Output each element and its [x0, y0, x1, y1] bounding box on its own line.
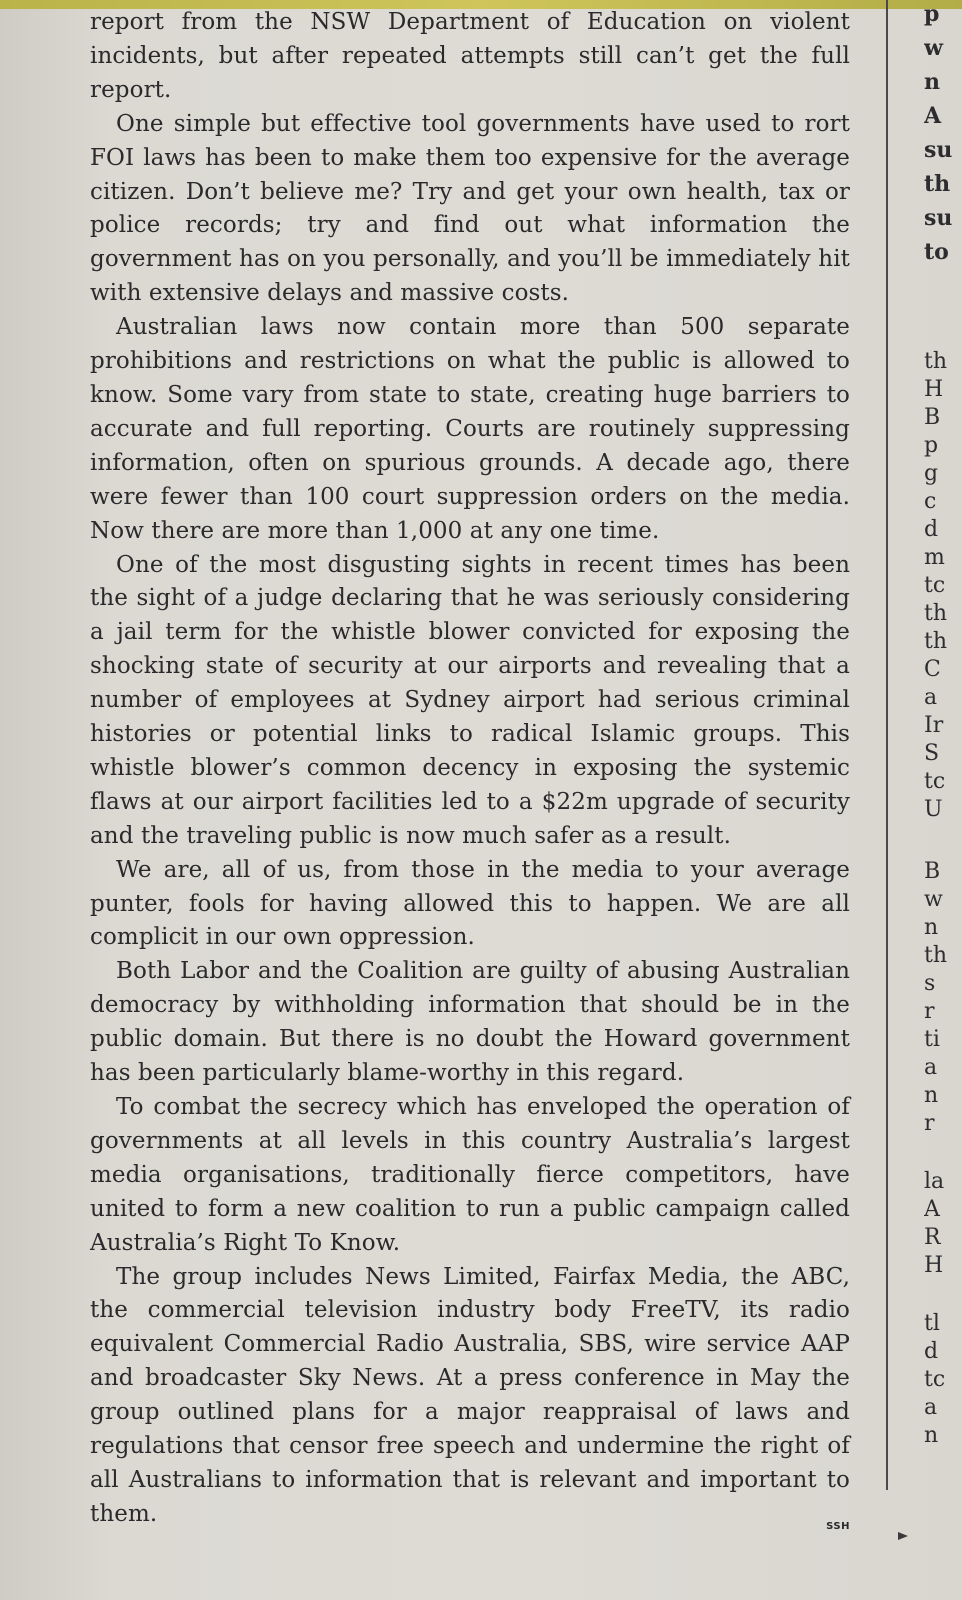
article-paragraph: To combat the secrecy which has enveloped the operation of governments at all levels in this country Australia’s largest media organisations, traditionally fierce competitors, have united to form a new coalition to run a public campaign called Australia’s Right To Know. — [90, 1094, 850, 1256]
right-column-fragment: th — [924, 171, 951, 197]
right-column-fragment: U — [924, 797, 943, 822]
right-column-fragment: B — [924, 405, 941, 430]
right-column-fragment: g — [924, 461, 939, 486]
right-column-fragment: m — [924, 545, 945, 570]
right-column-fragment: H — [924, 377, 944, 402]
arrow-pointer-icon — [898, 1532, 908, 1540]
right-column-fragment: a — [924, 685, 938, 710]
adjacent-column-fragments — [924, 0, 962, 1600]
article-paragraph: Australian laws now contain more than 500 separate prohibitions and restrictions on what the public is allowed to know. Some vary from state to state, creating huge barriers to accurate and full reporting. Courts are routinely suppressing information, often on spurious grounds. A decade ago, there were fewer than 100 court suppression orders on the media. Now there are more than 1,000 at any one time. — [90, 314, 850, 544]
right-column-fragment: tc — [924, 1367, 946, 1392]
right-column-fragment: a — [924, 1395, 938, 1420]
article-paragraph: We are, all of us, from those in the media to your average punter, fools for having allowed this to happen. We are all complicit in our own oppression. — [90, 856, 850, 951]
article-column — [90, 6, 850, 1544]
right-column-fragment: tl — [924, 1311, 940, 1336]
right-column-fragment: n — [924, 1083, 939, 1108]
right-column-fragment: r — [924, 1111, 935, 1136]
right-column-fragment: H — [924, 1253, 944, 1278]
article-paragraph-last — [90, 1261, 850, 1532]
right-column-fragment: tc — [924, 573, 946, 598]
right-column-fragment: p — [924, 1, 940, 27]
right-column-fragment: n — [924, 69, 940, 95]
right-column-fragment: A — [924, 103, 942, 129]
article-paragraph-text: The group includes News Limited, Fairfax Media, the ABC, the commercial television industry body FreeTV, its radio equivalent Commercial Radio Australia, SBS, wire service AAP and broadcaster Sky News. At a press conference in May the group outlined plans for a major reappraisal of laws and regulations that censor free speech and undermine the right of all Australians to information that is relevant and important to them. — [90, 1263, 850, 1527]
right-column-fragment: w — [924, 35, 943, 61]
author-end-mark: SSH — [826, 1520, 850, 1532]
right-column-fragment: p — [924, 433, 939, 458]
right-column-fragment: A — [924, 1197, 940, 1222]
right-column-fragment: la — [924, 1169, 945, 1194]
right-column-fragment: s — [924, 971, 936, 996]
right-column-fragment: th — [924, 601, 948, 626]
right-column-fragment: C — [924, 657, 941, 682]
right-column-fragment: th — [924, 943, 948, 968]
article-paragraph: report from the NSW Department of Education on violent incidents, but after repeated attempts still can’t get the full report. — [90, 9, 850, 103]
right-column-fragment: tc — [924, 769, 946, 794]
column-divider-rule — [886, 0, 888, 1490]
right-column-fragment: su — [924, 137, 953, 163]
right-column-fragment: n — [924, 915, 939, 940]
right-column-fragment: d — [924, 1339, 939, 1364]
right-column-fragment: a — [924, 1055, 938, 1080]
article-paragraph: One simple but effective tool governments have used to rort FOI laws has been to make them too expensive for the average citizen. Don’t believe me? Try and get your own health, tax or police records; try and find out what information the government has on you personally, and you’ll be immediately hit with extensive delays and massive costs. — [90, 110, 850, 307]
right-column-fragment: n — [924, 1423, 939, 1448]
right-column-fragment: S — [924, 741, 940, 766]
article-paragraph: One of the most disgusting sights in recent times has been the sight of a judge declaring that he was seriously considering a jail term for the whistle blower convicted for exposing the shocking state of security at our airports and revealing that a number of employees at Sydney airport had serious criminal histories or potential links to radical Islamic groups. This whistle blower’s common decency in exposing the systemic flaws at our airport facilities led to a $22m upgrade of security and the traveling public is now much safer as a result. — [90, 551, 850, 849]
right-column-fragment: c — [924, 489, 937, 514]
right-column-fragment: d — [924, 517, 939, 542]
right-column-fragment: to — [924, 239, 949, 265]
article-paragraph: Both Labor and the Coalition are guilty of abusing Australian democracy by withholding information that should be in the public domain. But there is no doubt the Howard government has been particularly blame-worthy in this regard. — [90, 958, 850, 1087]
right-column-fragment: th — [924, 629, 948, 654]
right-column-fragment: su — [924, 205, 953, 231]
right-column-fragment: Ir — [924, 713, 944, 738]
right-column-fragment: ti — [924, 1027, 940, 1052]
right-column-fragment: r — [924, 999, 935, 1024]
right-column-fragment: th — [924, 349, 948, 374]
right-column-fragment: w — [924, 887, 943, 912]
right-column-fragment: R — [924, 1225, 941, 1250]
right-column-fragment: B — [924, 859, 941, 884]
